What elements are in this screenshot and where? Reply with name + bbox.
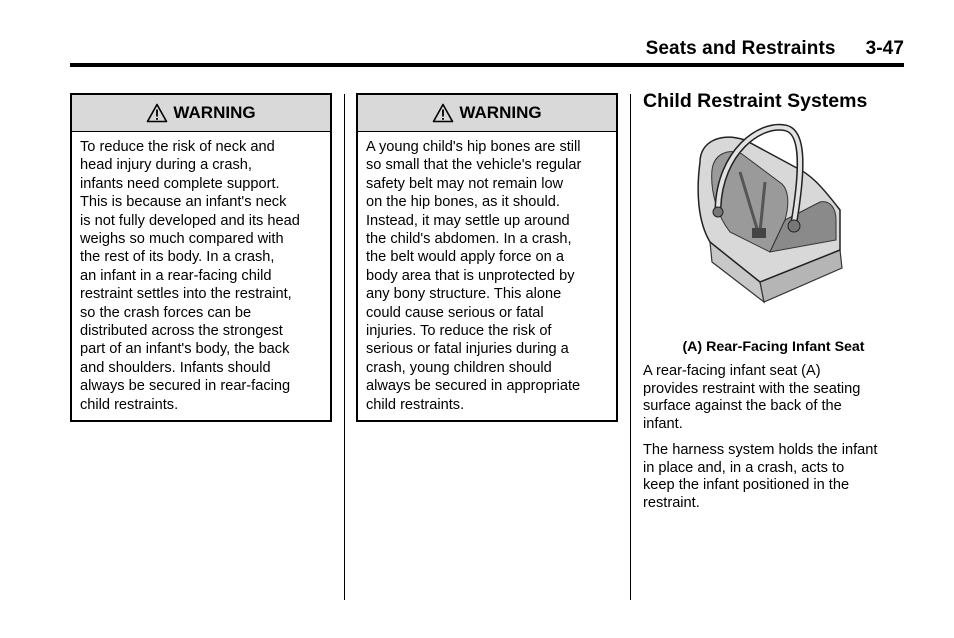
warning-box-neck-injury — [70, 93, 332, 422]
text-line: This is because an infant's neck — [80, 194, 287, 211]
header-title — [646, 38, 904, 60]
warning-title: WARNING — [459, 103, 542, 122]
warning-header — [72, 95, 330, 132]
text-line: To reduce the risk of neck and — [80, 139, 275, 155]
text-line: crash, young children should — [366, 359, 552, 376]
text-line: could cause serious or fatal — [366, 304, 544, 321]
section-title: Child Restraint Systems — [643, 90, 868, 112]
text-line: so the crash forces can be — [80, 304, 252, 321]
text-line: and shoulders. Infants should — [80, 359, 271, 376]
header-rule — [70, 63, 904, 67]
text-line: Instead, it may settle up around — [366, 212, 570, 229]
page-number: 3-47 — [865, 38, 904, 59]
text-line: in place and, in a crash, acts to — [643, 459, 845, 476]
text-line: keep the infant positioned in the — [643, 477, 850, 494]
warning-text — [358, 132, 616, 414]
warning-header — [358, 95, 616, 132]
text-line: distributed across the strongest — [80, 323, 283, 340]
text-line: always be secured in appropriate — [366, 378, 581, 395]
text-line: surface against the back of the — [643, 398, 842, 415]
text-line: infants need complete support. — [80, 175, 280, 192]
figure-caption: (A) Rear-Facing Infant Seat — [682, 339, 865, 355]
text-line: A young child's hip bones are still — [366, 139, 581, 155]
warning-text — [72, 132, 330, 414]
text-line: part of an infant's body, the back — [80, 341, 290, 358]
text-line: the belt would apply force on a — [366, 249, 564, 266]
text-line: body area that is unprotected by — [366, 267, 575, 284]
header-section: Seats and Restraints — [645, 38, 836, 59]
text-line: serious or fatal injuries during a — [366, 341, 569, 358]
rear-facing-infant-seat-illustration — [690, 122, 852, 322]
text-line: restraint settles into the restraint, — [80, 286, 292, 303]
text-line: head injury during a crash, — [80, 157, 252, 174]
text-line: so small that the vehicle's regular — [366, 157, 582, 174]
text-line: is not fully developed and its head — [80, 212, 300, 229]
column-divider-left — [344, 94, 345, 600]
text-line: any bony structure. This alone — [366, 286, 562, 303]
paragraph-infant-seat — [643, 363, 908, 433]
warning-box-hip-bones — [356, 93, 618, 422]
text-line: infant. — [643, 415, 683, 432]
text-line: provides restraint with the seating — [643, 380, 861, 397]
text-line: weighs so much compared with — [80, 231, 284, 248]
warning-title: WARNING — [173, 103, 256, 122]
text-line: child restraints. — [80, 396, 179, 413]
warning-triangle-icon — [432, 103, 454, 123]
text-line: A rear-facing infant seat (A) — [643, 363, 821, 379]
text-line: the child's abdomen. In a crash, — [366, 231, 572, 248]
text-line: on the hip bones, as it should. — [366, 194, 560, 211]
warning-triangle-icon — [146, 103, 168, 123]
column-divider-right — [630, 94, 631, 600]
text-line: child restraints. — [366, 396, 465, 413]
text-line: injuries. To reduce the risk of — [366, 323, 552, 340]
text-line: the rest of its body. In a crash, — [80, 249, 275, 266]
paragraph-harness-system — [643, 442, 908, 512]
text-line: The harness system holds the infant — [643, 442, 878, 458]
text-line: always be secured in rear-facing — [80, 378, 291, 395]
text-line: an infant in a rear-facing child — [80, 267, 272, 284]
text-line: safety belt may not remain low — [366, 175, 564, 192]
text-line: restraint. — [643, 494, 700, 511]
